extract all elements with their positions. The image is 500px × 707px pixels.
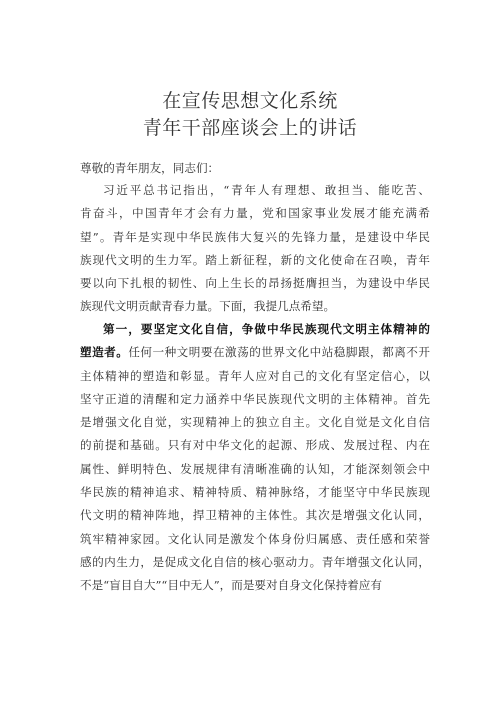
paragraph-line: 坚守正道的清醒和定力涵养中华民族现代文明的主体精神。首先 bbox=[80, 391, 430, 406]
paragraph-line: 感的内生力，是促成文化自信的核心驱动力。青年增强文化认同， bbox=[80, 554, 430, 569]
paragraph-line: 望”。青年是实现中华民族伟大复兴的先锋力量，是建设中华民 bbox=[80, 229, 430, 244]
paragraph-line-rest: 任何一种文明要在激荡的世界文化中站稳脚跟，都离不开 bbox=[128, 345, 430, 360]
paragraph-line: 属性、鲜明特色、发展规律有清晰准确的认知，才能深刻领会中 bbox=[80, 461, 430, 476]
salutation: 尊敬的青年朋友，同志们： bbox=[80, 161, 220, 175]
section-heading-line: 第一，要坚定文化自信，争做中华民族现代文明主体精神的 bbox=[103, 322, 430, 336]
paragraph-line bbox=[80, 341, 430, 364]
paragraph-line: 肯奋斗，中国青年才会有力量，党和国家事业发展才能充满希 bbox=[80, 206, 430, 221]
paragraph-line: 主体精神的塑造和彰显。青年人应对自己的文化有坚定信心，以 bbox=[80, 368, 430, 383]
speech-title-line1: 在宣传思想文化系统 bbox=[162, 90, 338, 112]
paragraph-line: 要以向下扎根的韧性、向上生长的昂扬挺膺担当，为建设中华民 bbox=[80, 276, 430, 291]
paragraph-line: 筑牢精神家园。文化认同是激发个体身份归属感、责任感和荣誉 bbox=[80, 531, 430, 546]
paragraph-line: 是增强文化自觉，实现精神上的独立自主。文化自觉是文化自信 bbox=[80, 415, 430, 430]
paragraph-line: 族现代文明贡献青春力量。下面，我提几点希望。 bbox=[80, 299, 336, 314]
paragraph-line: 习近平总书记指出，“青年人有理想、敢担当、能吃苦、 bbox=[103, 183, 430, 197]
paragraph-line: 华民族的精神追求、精神特质、精神脉络，才能坚守中华民族现 bbox=[80, 485, 430, 500]
paragraph-line: 的前提和基础。只有对中华文化的起源、形成、发展过程、内在 bbox=[80, 438, 430, 453]
paragraph-line: 族现代文明的生力军。踏上新征程，新的文化使命在召唤，青年 bbox=[80, 252, 430, 267]
paragraph-1 bbox=[80, 179, 430, 319]
paragraph-2 bbox=[80, 318, 430, 598]
speech-title-line2: 青年干部座谈会上的讲话 bbox=[142, 117, 358, 139]
paragraph-line: 不是“盲目自大”“目中无人”，而是要对自身文化保持着应有 bbox=[80, 578, 382, 593]
paragraph-line: 代文明的精神阵地，捍卫精神的主体性。其次是增强文化认同， bbox=[80, 508, 430, 523]
section-heading-end: 塑造者。 bbox=[80, 345, 129, 360]
